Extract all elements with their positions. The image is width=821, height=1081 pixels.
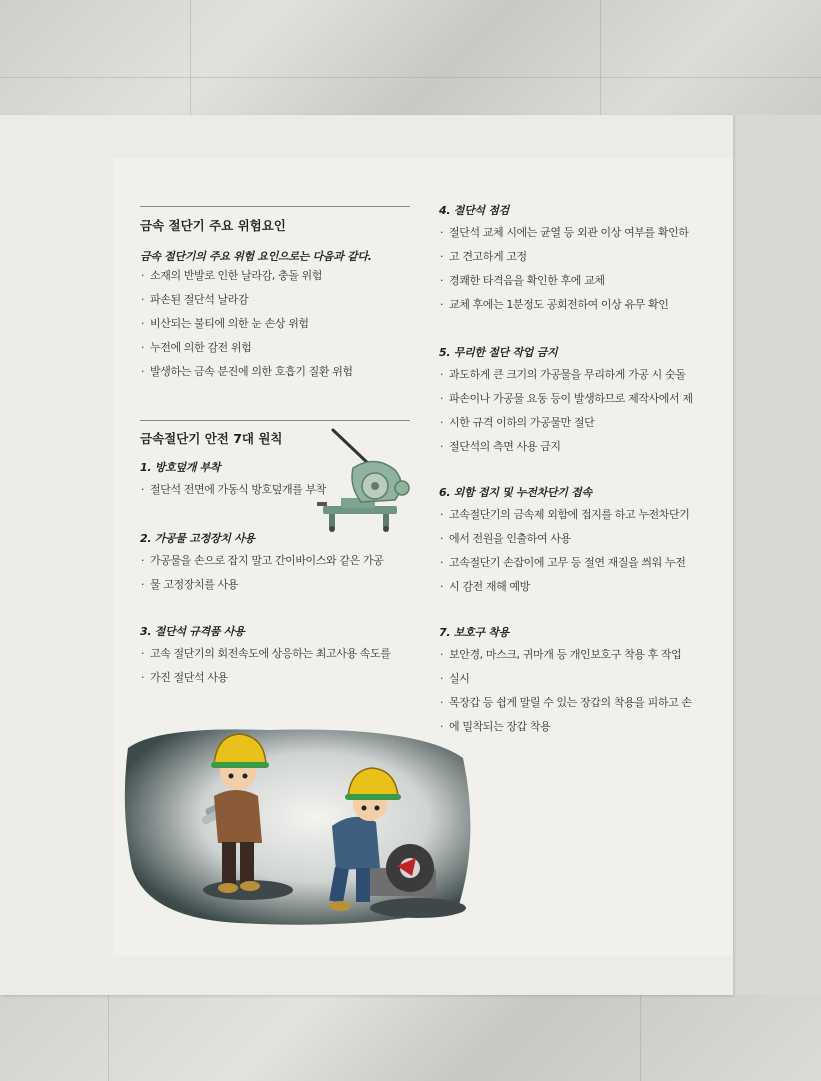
list-item: · 시한 규격 이하의 가공물만 절단 [439, 411, 714, 435]
principle-list [140, 642, 415, 690]
list-item: · 비산되는 불티에 의한 눈 손상 위험 [140, 312, 410, 336]
tile-seam [108, 995, 109, 1081]
list-item: · 물 고정장치를 사용 [140, 573, 415, 597]
principle-title: 1. 방호덮개 부착 [140, 461, 221, 474]
stone-background-top [0, 0, 821, 115]
list-item: · 과도하게 큰 크기의 가공물을 무리하게 가공 시 숫돌 [439, 363, 714, 387]
list-item: · 경쾌한 타격음을 확인한 후에 교체 [439, 269, 714, 293]
principle-title: 2. 가공물 고정장치 사용 [140, 532, 255, 545]
intro-text: 금속 절단기의 주요 위험 요인으로는 다음과 같다. [140, 250, 372, 263]
divider [140, 206, 410, 207]
list-item: · 시 감전 재해 예방 [439, 575, 714, 599]
list-item: · 절단석 교체 시에는 균열 등 외관 이상 여부를 확인하 [439, 221, 714, 245]
list-item: · 고속절단기 손잡이에 고무 등 절연 재질을 씌워 누전 [439, 551, 714, 575]
list-item: · 가공물을 손으로 잡지 말고 간이바이스와 같은 가공 [140, 549, 415, 573]
list-item: · 절단석 전면에 가동식 방호덮개를 부착 [140, 478, 355, 502]
tile-seam [640, 995, 641, 1081]
risk-section [140, 206, 410, 384]
principle-title: 6. 외함 접지 및 누전차단기 접속 [439, 486, 592, 499]
list-item: · 고속 절단기의 회전속도에 상응하는 최고사용 속도를 [140, 642, 415, 666]
tile-seam [190, 0, 191, 115]
risk-list [140, 264, 410, 384]
tile-seam [600, 0, 601, 115]
list-item: · 교체 후에는 1분정도 공회전하여 이상 유무 확인 [439, 293, 714, 317]
stone-background-bottom [0, 995, 821, 1081]
list-item: · 보안경, 마스크, 귀마개 등 개인보호구 착용 후 작업 [439, 643, 714, 667]
section-title: 금속 절단기 주요 위험요인 [140, 218, 286, 233]
principle-title: 7. 보호구 착용 [439, 626, 509, 639]
principle-title: 3. 절단석 규격품 사용 [140, 625, 245, 638]
list-item: · 소재의 반발로 인한 날라감, 충돌 위험 [140, 264, 410, 288]
list-item: · 파손이나 가공물 요동 등이 발생하므로 제작사에서 제 [439, 387, 714, 411]
divider [140, 420, 410, 421]
list-item: · 절단석의 측면 사용 금지 [439, 435, 714, 459]
list-item: · 누전에 의한 감전 위험 [140, 336, 410, 360]
list-item: · 파손된 절단석 날라감 [140, 288, 410, 312]
principle-list [439, 643, 714, 739]
principle-list [439, 363, 714, 459]
list-item: · 목장갑 등 쉽게 말릴 수 있는 장갑의 착용을 피하고 손 [439, 691, 714, 715]
principle-title: 4. 절단석 점검 [439, 204, 509, 217]
principle-list [140, 549, 415, 597]
principle-title: 5. 무리한 절단 작업 금지 [439, 346, 558, 359]
list-item: · 실시 [439, 667, 714, 691]
tile-seam [0, 77, 821, 78]
principle-list [439, 503, 714, 599]
list-item: · 고 견고하게 고정 [439, 245, 714, 269]
section-title: 금속절단기 안전 7대 원칙 [140, 431, 283, 446]
list-item: · 에서 전원을 인출하여 사용 [439, 527, 714, 551]
list-item: · 가진 절단석 사용 [140, 666, 415, 690]
principle-list [439, 221, 714, 317]
workers-illustration [118, 718, 478, 928]
cutting-machine-icon [315, 428, 415, 533]
list-item: · 고속절단기의 금속제 외함에 접지를 하고 누전차단기 [439, 503, 714, 527]
list-item: · 에 밀착되는 장갑 착용 [439, 715, 714, 739]
list-item: · 발생하는 금속 분진에 의한 호흡기 질환 위험 [140, 360, 410, 384]
